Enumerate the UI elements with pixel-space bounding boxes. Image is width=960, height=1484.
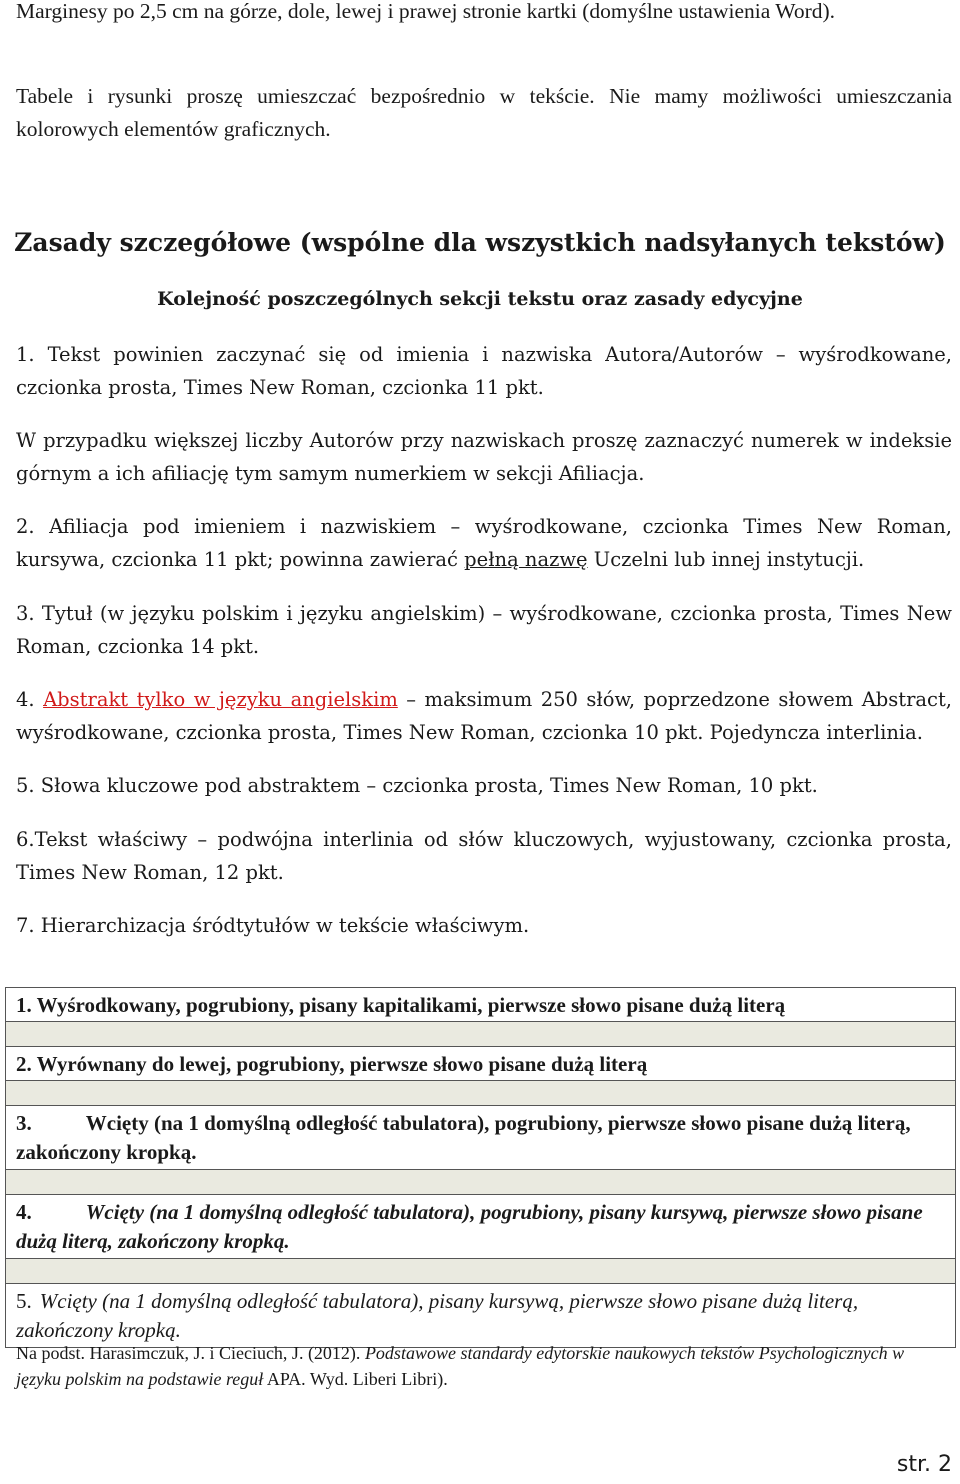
- citation-post: APA. Wyd. Liberi Libri).: [263, 1369, 448, 1389]
- tables-paragraph: Tabele i rysunki proszę umieszczać bezpośrednio w tekście. Nie mamy możliwości umieszczania kolorowych elementów graficznych.: [16, 84, 952, 141]
- level-5-cell: [6, 1284, 956, 1348]
- rule-2-post: Uczelni lub innej instytucji.: [587, 548, 865, 571]
- rule-4-pre: 4.: [16, 688, 44, 711]
- heading-levels-table: [5, 987, 956, 1348]
- rule-1: 1. Tekst powinien zaczynać się od imienia i nazwiska Autora/Autorów – wyśrodkowane, czcionka prosta, Times New Roman, czcionka 11 pkt.: [16, 343, 952, 399]
- citation: [16, 1340, 916, 1392]
- level-3-cell: [6, 1106, 956, 1170]
- level-2-row: [6, 1047, 956, 1081]
- rule-7: 7. Hierarchizacja śródtytułów w tekście właściwym.: [16, 914, 530, 937]
- level-3-row: [6, 1106, 956, 1170]
- section-subheading: Kolejność poszczególnych sekcji tekstu oraz zasady edycyjne: [157, 288, 803, 310]
- rule-3: 3. Tytuł (w języku polskim i języku angielskim) – wyśrodkowane, czcionka prosta, Times New Roman, czcionka 14 pkt.: [16, 602, 952, 658]
- level-3-text: Wcięty (na 1 domyślną odległość tabulatora), pogrubiony, pierwsze słowo pisane dużą literą, zakończony kropką.: [16, 1111, 911, 1164]
- spacer-cell: [6, 1081, 956, 1106]
- rule-4-abstract-highlight: Abstrakt tylko w języku angielskim: [43, 688, 398, 711]
- rule-5: 5. Słowa kluczowe pod abstraktem – czcionka prosta, Times New Roman, 10 pkt.: [16, 774, 818, 797]
- rule-4: [16, 683, 952, 749]
- rule-2-underlined: pełną nazwę: [464, 548, 588, 571]
- level-2-cell: 2. Wyrównany do lewej, pogrubiony, pierwsze słowo pisane dużą literą: [6, 1047, 956, 1081]
- citation-title: Podstawowe standardy edytorskie naukowych tekstów Psychologicznych w języku polskim na podstawie reguł: [16, 1343, 905, 1389]
- section-heading: Zasady szczegółowe (wspólne dla wszystkich nadsyłanych tekstów): [14, 228, 946, 257]
- spacer-cell: [6, 1259, 956, 1284]
- rule-4-post: – maksimum 250 słów, poprzedzone słowem Abstract, wyśrodkowane, czcionka prosta, Times New Roman, czcionka 10 pkt. Pojedyncza interlinia.: [16, 688, 953, 744]
- level-1-row: [6, 988, 956, 1022]
- citation-pre: Na podst. Harasimczuk, J. i Cieciuch, J. (2012).: [16, 1343, 365, 1363]
- rule-1b: W przypadku większej liczby Autorów przy nazwiskach proszę zaznaczyć numerek w indeksie górnym a ich afiliację tym samym numerkiem w sekcji Afiliacja.: [16, 429, 952, 485]
- level-5-text: Wcięty (na 1 domyślną odległość tabulatora), pisany kursywą, pierwsze słowo pisane dużą literą, zakończony kropką.: [16, 1289, 859, 1342]
- spacer-row: [6, 1259, 956, 1284]
- spacer-cell: [6, 1170, 956, 1195]
- level-4-row: [6, 1195, 956, 1259]
- spacer-row: [6, 1022, 956, 1047]
- margins-paragraph: Marginesy po 2,5 cm na górze, dole, lewej i prawej stronie kartki (domyślne ustawienia Word).: [16, 0, 836, 23]
- level-4-number: 4.: [16, 1200, 32, 1224]
- level-5-row: [6, 1284, 956, 1348]
- spacer-row: [6, 1170, 956, 1195]
- rule-2-pre: 2. Afiliacja pod imieniem i nazwiskiem – wyśrodkowane, czcionka Times New Roman, kursywa, czcionka 11 pkt; powinna zawierać: [16, 515, 952, 571]
- spacer-cell: [6, 1022, 956, 1047]
- page-number: str. 2: [896, 1452, 952, 1477]
- rule-6: 6.Tekst właściwy – podwójna interlinia od słów kluczowych, wyjustowany, czcionka prosta, Times New Roman, 12 pkt.: [16, 828, 952, 884]
- spacer-row: [6, 1081, 956, 1106]
- level-5-number: 5.: [16, 1289, 32, 1313]
- rule-2: [16, 510, 952, 576]
- level-4-cell: [6, 1195, 956, 1259]
- level-4-text: Wcięty (na 1 domyślną odległość tabulatora), pogrubiony, pisany kursywą, pierwsze słowo pisane dużą literą, zakończony kropką.: [16, 1200, 923, 1253]
- level-1-cell: 1. Wyśrodkowany, pogrubiony, pisany kapitalikami, pierwsze słowo pisane dużą literą: [6, 988, 956, 1022]
- level-3-number: 3.: [16, 1111, 32, 1135]
